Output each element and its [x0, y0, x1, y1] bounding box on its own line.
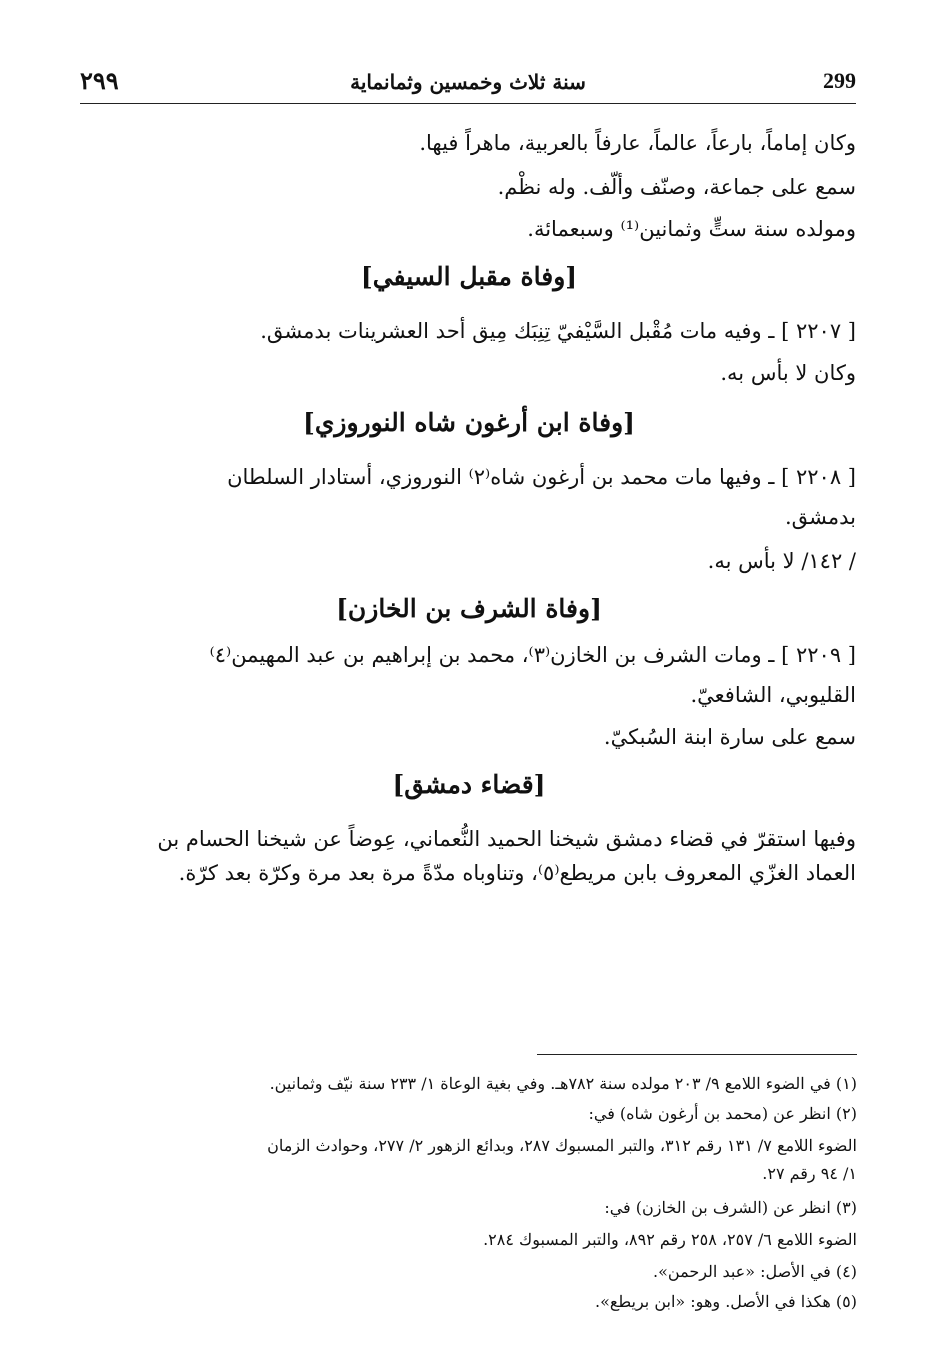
paragraph: سمع على جماعة، وصنّف وألّف. وله نظْم.: [497, 175, 856, 199]
footnote-continuation: الضوء اللامع ٧/ ١٣١ رقم ٣١٢، والتبر المسبوك ٢٨٧، وبدائع الزهور ٢/ ٢٧٧، وحوادث الزمان: [267, 1136, 857, 1155]
section-heading: [وفاة مقبل السيفي]: [360, 262, 578, 291]
paragraph-continuation: العماد الغزّي المعروف بابن مريطع⁽٥⁾، وتناوباه مدّةً مرة بعد مرة وكرّة بعد كرّة.: [178, 861, 856, 885]
footnote-rule: [537, 1054, 857, 1055]
page-number-arabic: ٢٩٩: [80, 66, 119, 95]
entry-paragraph: [ ٢٢٠٩ ] ـ ومات الشرف بن الخازن⁽٣⁾، محمد بن إبراهيم بن عبد المهيمن⁽٤⁾: [209, 643, 856, 667]
paragraph: سمع على سارة ابنة السُبكيّ.: [603, 725, 856, 749]
footnote-continuation: ١/ ٩٤ رقم ٢٧.: [762, 1164, 857, 1183]
entry-paragraph: [ ٢٢٠٨ ] ـ وفيها مات محمد بن أرغون شاه⁽٢⁾ النوروزي، أستادار السلطان: [227, 465, 856, 489]
main-text: [82, 0, 856, 900]
footnote: (٣) انظر عن (الشرف بن الخازن) في:: [604, 1198, 857, 1217]
footnote: (٥) هكذا في الأصل. وهو: «ابن بريطع».: [595, 1292, 857, 1311]
paragraph: وكان لا بأس به.: [720, 361, 856, 385]
running-title: سنة ثلاث وخمسين وثمانماية: [350, 70, 586, 94]
paragraph: وكان إماماً، بارعاً، عالماً، عارفاً بالعربية، ماهراً فيها.: [419, 131, 856, 155]
section-heading: [قضاء دمشق]: [392, 770, 546, 799]
footnote: (١) في الضوء اللامع ٩/ ٢٠٣ مولده سنة ٧٨٢هـ. وفي بغية الوعاة ١/ ٢٣٣ سنة نيّف وثمانين.: [269, 1074, 857, 1093]
entry-paragraph: [ ٢٢٠٧ ] ـ وفيه مات مُقْبل السَّيْفيّ تِنِبَك مِيق أحد العشرينات بدمشق.: [260, 319, 856, 343]
footnote-continuation: الضوء اللامع ٦/ ٢٥٧، ٢٥٨ رقم ٨٩٢، والتبر المسبوك ٢٨٤.: [483, 1230, 857, 1249]
paragraph-continuation: بدمشق.: [784, 505, 856, 529]
footnote: (٢) انظر عن (محمد بن أرغون شاه) في:: [588, 1104, 857, 1123]
section-heading: [وفاة الشرف بن الخازن]: [336, 594, 602, 623]
page-number-latin: 299: [823, 68, 856, 93]
section-heading: [وفاة ابن أرغون شاه النوروزي]: [303, 408, 635, 437]
paragraph: وفيها استقرّ في قضاء دمشق شيخنا الحميد النُّعماني، عِوضاً عن شيخنا الحسام بن: [157, 827, 856, 851]
paragraph-continuation: القليوبي، الشافعيّ.: [690, 683, 856, 707]
paragraph: ومولده سنة ستٍّ وثمانين⁽¹⁾ وسبعمائة.: [527, 217, 856, 241]
footnote: (٤) في الأصل: «عبد الرحمن».: [653, 1262, 857, 1281]
paragraph: / ١٤٢/ لا بأس به.: [707, 549, 856, 573]
